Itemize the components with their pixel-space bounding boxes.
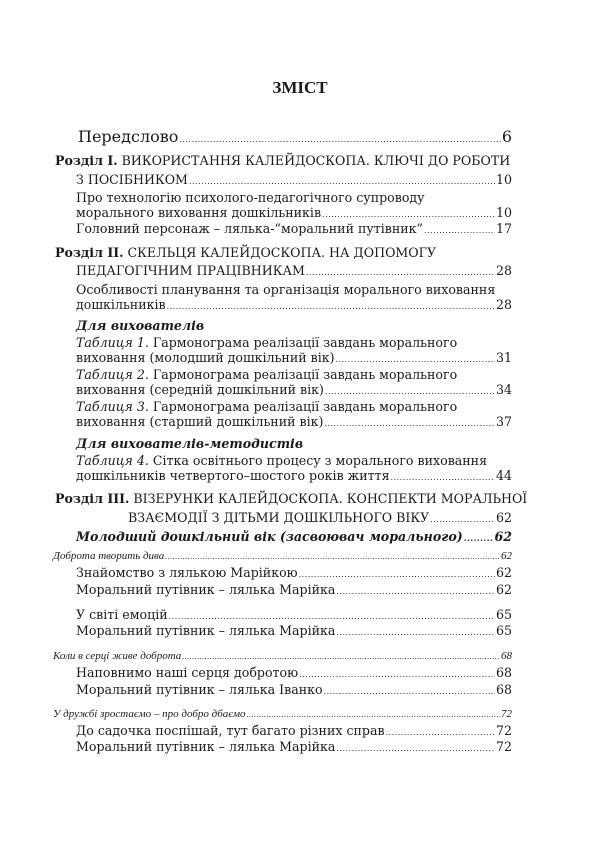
dot-leader <box>167 297 495 315</box>
page-number: 34 <box>495 382 512 397</box>
entry-title: Гармонограма реалізації завдань морального <box>148 367 458 382</box>
page-number: 31 <box>495 350 512 365</box>
toc-entry <box>76 582 512 600</box>
toc-entry-line <box>55 491 527 507</box>
toc-entry <box>76 172 512 190</box>
entry-title: З ПОСІБНИКОМ <box>76 172 188 187</box>
entry-title: виховання (старший дошкільний вік) <box>76 414 324 429</box>
page-number: 6 <box>501 127 512 146</box>
page-number: 65 <box>495 607 512 622</box>
entry-title: Доброта творить дива <box>53 550 165 562</box>
toc-entry-text <box>76 436 303 452</box>
page-number: 68 <box>495 682 512 697</box>
toc-entry-text <box>55 491 527 507</box>
toc-entry-line <box>76 399 457 415</box>
table-number: Таблиця 2. <box>76 367 149 382</box>
toc-entry <box>76 665 512 683</box>
dot-leader <box>179 129 500 148</box>
dot-leader <box>336 623 495 641</box>
toc-entry <box>76 263 512 281</box>
toc-entry-text <box>76 297 166 313</box>
entry-title: Моральний путівник – лялька Марійка <box>76 739 336 754</box>
table-number: Таблиця 4. <box>76 453 149 468</box>
toc-entry <box>76 682 512 700</box>
toc-entry-text <box>76 453 487 469</box>
entry-title: Наповнимо наші серця добротою <box>76 665 299 680</box>
entry-title: До садочка поспішай, тут багато різних справ <box>76 723 385 738</box>
toc-entry <box>76 350 512 368</box>
toc-entry <box>53 648 512 665</box>
toc-entry-line <box>76 436 303 452</box>
toc-entry-text <box>76 739 335 755</box>
entry-title: Моральний путівник – лялька Марійка <box>76 623 336 638</box>
entry-title: ПЕДАГОГІЧНИМ ПРАЦІВНИКАМ <box>76 263 305 278</box>
dot-leader <box>424 221 495 239</box>
dot-leader <box>299 565 495 583</box>
dot-leader <box>336 582 495 600</box>
entry-title: Особливості планування та організація морального виховання <box>76 282 496 297</box>
page-number: 72 <box>495 723 512 738</box>
page-number: 72 <box>501 708 512 720</box>
dot-leader <box>325 382 495 400</box>
page-number: 37 <box>495 414 512 429</box>
toc-entry-line <box>76 282 495 298</box>
toc-entry-line <box>55 153 510 169</box>
entry-title: Сітка освітнього процесу з морального виховання <box>148 453 488 468</box>
entry-title: ВІЗЕРУНКИ КАЛЕЙДОСКОПА. КОНСПЕКТИ МОРАЛЬНОЇ <box>129 491 528 506</box>
page-number: 68 <box>501 650 512 662</box>
entry-title: Для вихователів <box>76 318 205 333</box>
section-number: Розділ I. <box>55 153 118 168</box>
toc-entry-text <box>53 648 181 664</box>
toc-entry-line <box>76 335 457 351</box>
toc-entry-text <box>55 245 436 261</box>
toc-entry-text <box>76 367 457 383</box>
toc-entry-text <box>78 129 178 145</box>
toc-entry-text <box>76 723 385 739</box>
toc-entry-text <box>76 582 335 598</box>
page-number: 28 <box>495 263 512 278</box>
entry-title: ВИКОРИСТАННЯ КАЛЕЙДОСКОПА. КЛЮЧІ ДО РОБОТИ <box>117 153 511 168</box>
dot-leader <box>247 706 500 723</box>
section-number: Розділ III. <box>55 491 130 506</box>
dot-leader <box>182 648 500 665</box>
toc-entry-text <box>76 382 324 398</box>
page-number: 62 <box>501 550 512 562</box>
page-number: 65 <box>495 623 512 638</box>
dot-leader <box>430 510 495 528</box>
toc-entry <box>76 382 512 400</box>
table-number: Таблиця 3. <box>76 399 149 414</box>
toc-entry-text <box>76 172 188 188</box>
entry-title: Для вихователів-методистів <box>76 436 304 451</box>
toc-entry <box>76 468 512 486</box>
entry-title: Головний персонаж – лялька-“моральний путівник” <box>76 221 423 236</box>
dot-leader <box>189 172 495 190</box>
dot-leader <box>324 682 495 700</box>
toc-entry-text <box>76 665 298 681</box>
toc-entry-text <box>76 190 425 206</box>
entry-title: Моральний путівник – лялька Марійка <box>76 582 336 597</box>
section-number: Розділ II. <box>55 245 124 260</box>
entry-title: дошкільників четвертого–шостого років життя <box>76 468 390 483</box>
dot-leader <box>336 350 495 368</box>
toc-entry-line <box>76 453 487 469</box>
entry-title: виховання (молодший дошкільний вік) <box>76 350 335 365</box>
toc-entry <box>76 297 512 315</box>
page-number: 62 <box>495 582 512 597</box>
page-number: 10 <box>495 172 512 187</box>
toc-entry-text <box>76 623 335 639</box>
entry-title: У світі емоцій <box>76 607 168 622</box>
toc-entry <box>76 739 512 757</box>
page-number: 62 <box>495 510 512 525</box>
toc-entry <box>128 510 512 528</box>
toc-entry-text <box>76 350 335 366</box>
dot-leader <box>306 263 495 281</box>
toc-entry <box>53 706 512 723</box>
toc-entry-text <box>76 318 204 334</box>
toc-entry-text <box>76 205 321 221</box>
toc-entry <box>76 623 512 641</box>
entry-title: Про технологію психолого-педагогічного супроводу <box>76 190 425 205</box>
toc-entry-text <box>76 607 168 623</box>
toc-entry-text <box>76 335 457 351</box>
toc-entry-text <box>55 153 510 169</box>
entry-title: Коли в серці живе доброта <box>53 650 182 662</box>
toc-entry-text <box>128 510 429 526</box>
page-number: 72 <box>495 739 512 754</box>
dot-leader <box>165 548 500 565</box>
toc-entry-text <box>76 221 423 237</box>
toc-entry-text <box>76 282 495 298</box>
entry-title: Передслово <box>78 127 179 146</box>
page-number: 10 <box>495 205 512 220</box>
toc-entry-text <box>76 414 323 430</box>
entry-title: Знайомство з лялькою Марійкою <box>76 565 298 580</box>
toc-entry-line <box>76 318 204 334</box>
page-title: ЗМІСТ <box>272 78 328 97</box>
table-number: Таблиця 1. <box>76 335 149 350</box>
entry-title: У дружбі зростаємо – про добро дбаємо <box>53 708 246 720</box>
toc-entry-text <box>76 565 298 581</box>
toc-entry-line <box>76 367 457 383</box>
entry-title: дошкільників <box>76 297 166 312</box>
toc-entry <box>76 221 512 239</box>
page-number: 17 <box>495 221 512 236</box>
toc-entry-line <box>55 245 436 261</box>
page-number: 68 <box>495 665 512 680</box>
page-number: 28 <box>495 297 512 312</box>
toc-entry-text <box>76 682 323 698</box>
entry-title: СКЕЛЬЦЯ КАЛЕЙДОСКОПА. НА ДОПОМОГУ <box>123 245 437 260</box>
toc-entry <box>76 414 512 432</box>
toc-entry-text <box>76 468 390 484</box>
toc-entry <box>78 129 512 148</box>
toc-entry-text <box>53 548 164 564</box>
entry-title: Молодший дошкільний вік (засвоювач морального) <box>76 529 463 544</box>
entry-title: Гармонограма реалізації завдань морального <box>148 335 458 350</box>
toc-entry-line <box>76 190 425 206</box>
dot-leader <box>336 739 495 757</box>
dot-leader <box>464 529 494 546</box>
page-number: 62 <box>495 565 512 580</box>
dot-leader <box>324 414 495 432</box>
entry-title: Моральний путівник – лялька Іванко <box>76 682 323 697</box>
dot-leader <box>299 665 495 683</box>
entry-title: ВЗАЄМОДІЇ З ДІТЬМИ ДОШКІЛЬНОГО ВІКУ <box>128 510 430 525</box>
entry-title: морального виховання дошкільників <box>76 205 322 220</box>
toc-entry-text <box>53 706 246 722</box>
entry-title: Гармонограма реалізації завдань морального <box>148 399 458 414</box>
toc-entry <box>53 548 512 565</box>
toc-entry <box>76 529 512 546</box>
page-number: 62 <box>494 529 512 544</box>
entry-title: виховання (середній дошкільний вік) <box>76 382 324 397</box>
page-number: 44 <box>495 468 512 483</box>
toc-entry-text <box>76 263 305 279</box>
toc-entry <box>76 565 512 583</box>
dot-leader <box>391 468 495 486</box>
toc-entry-text <box>76 399 457 415</box>
toc-entry-text <box>76 529 463 545</box>
